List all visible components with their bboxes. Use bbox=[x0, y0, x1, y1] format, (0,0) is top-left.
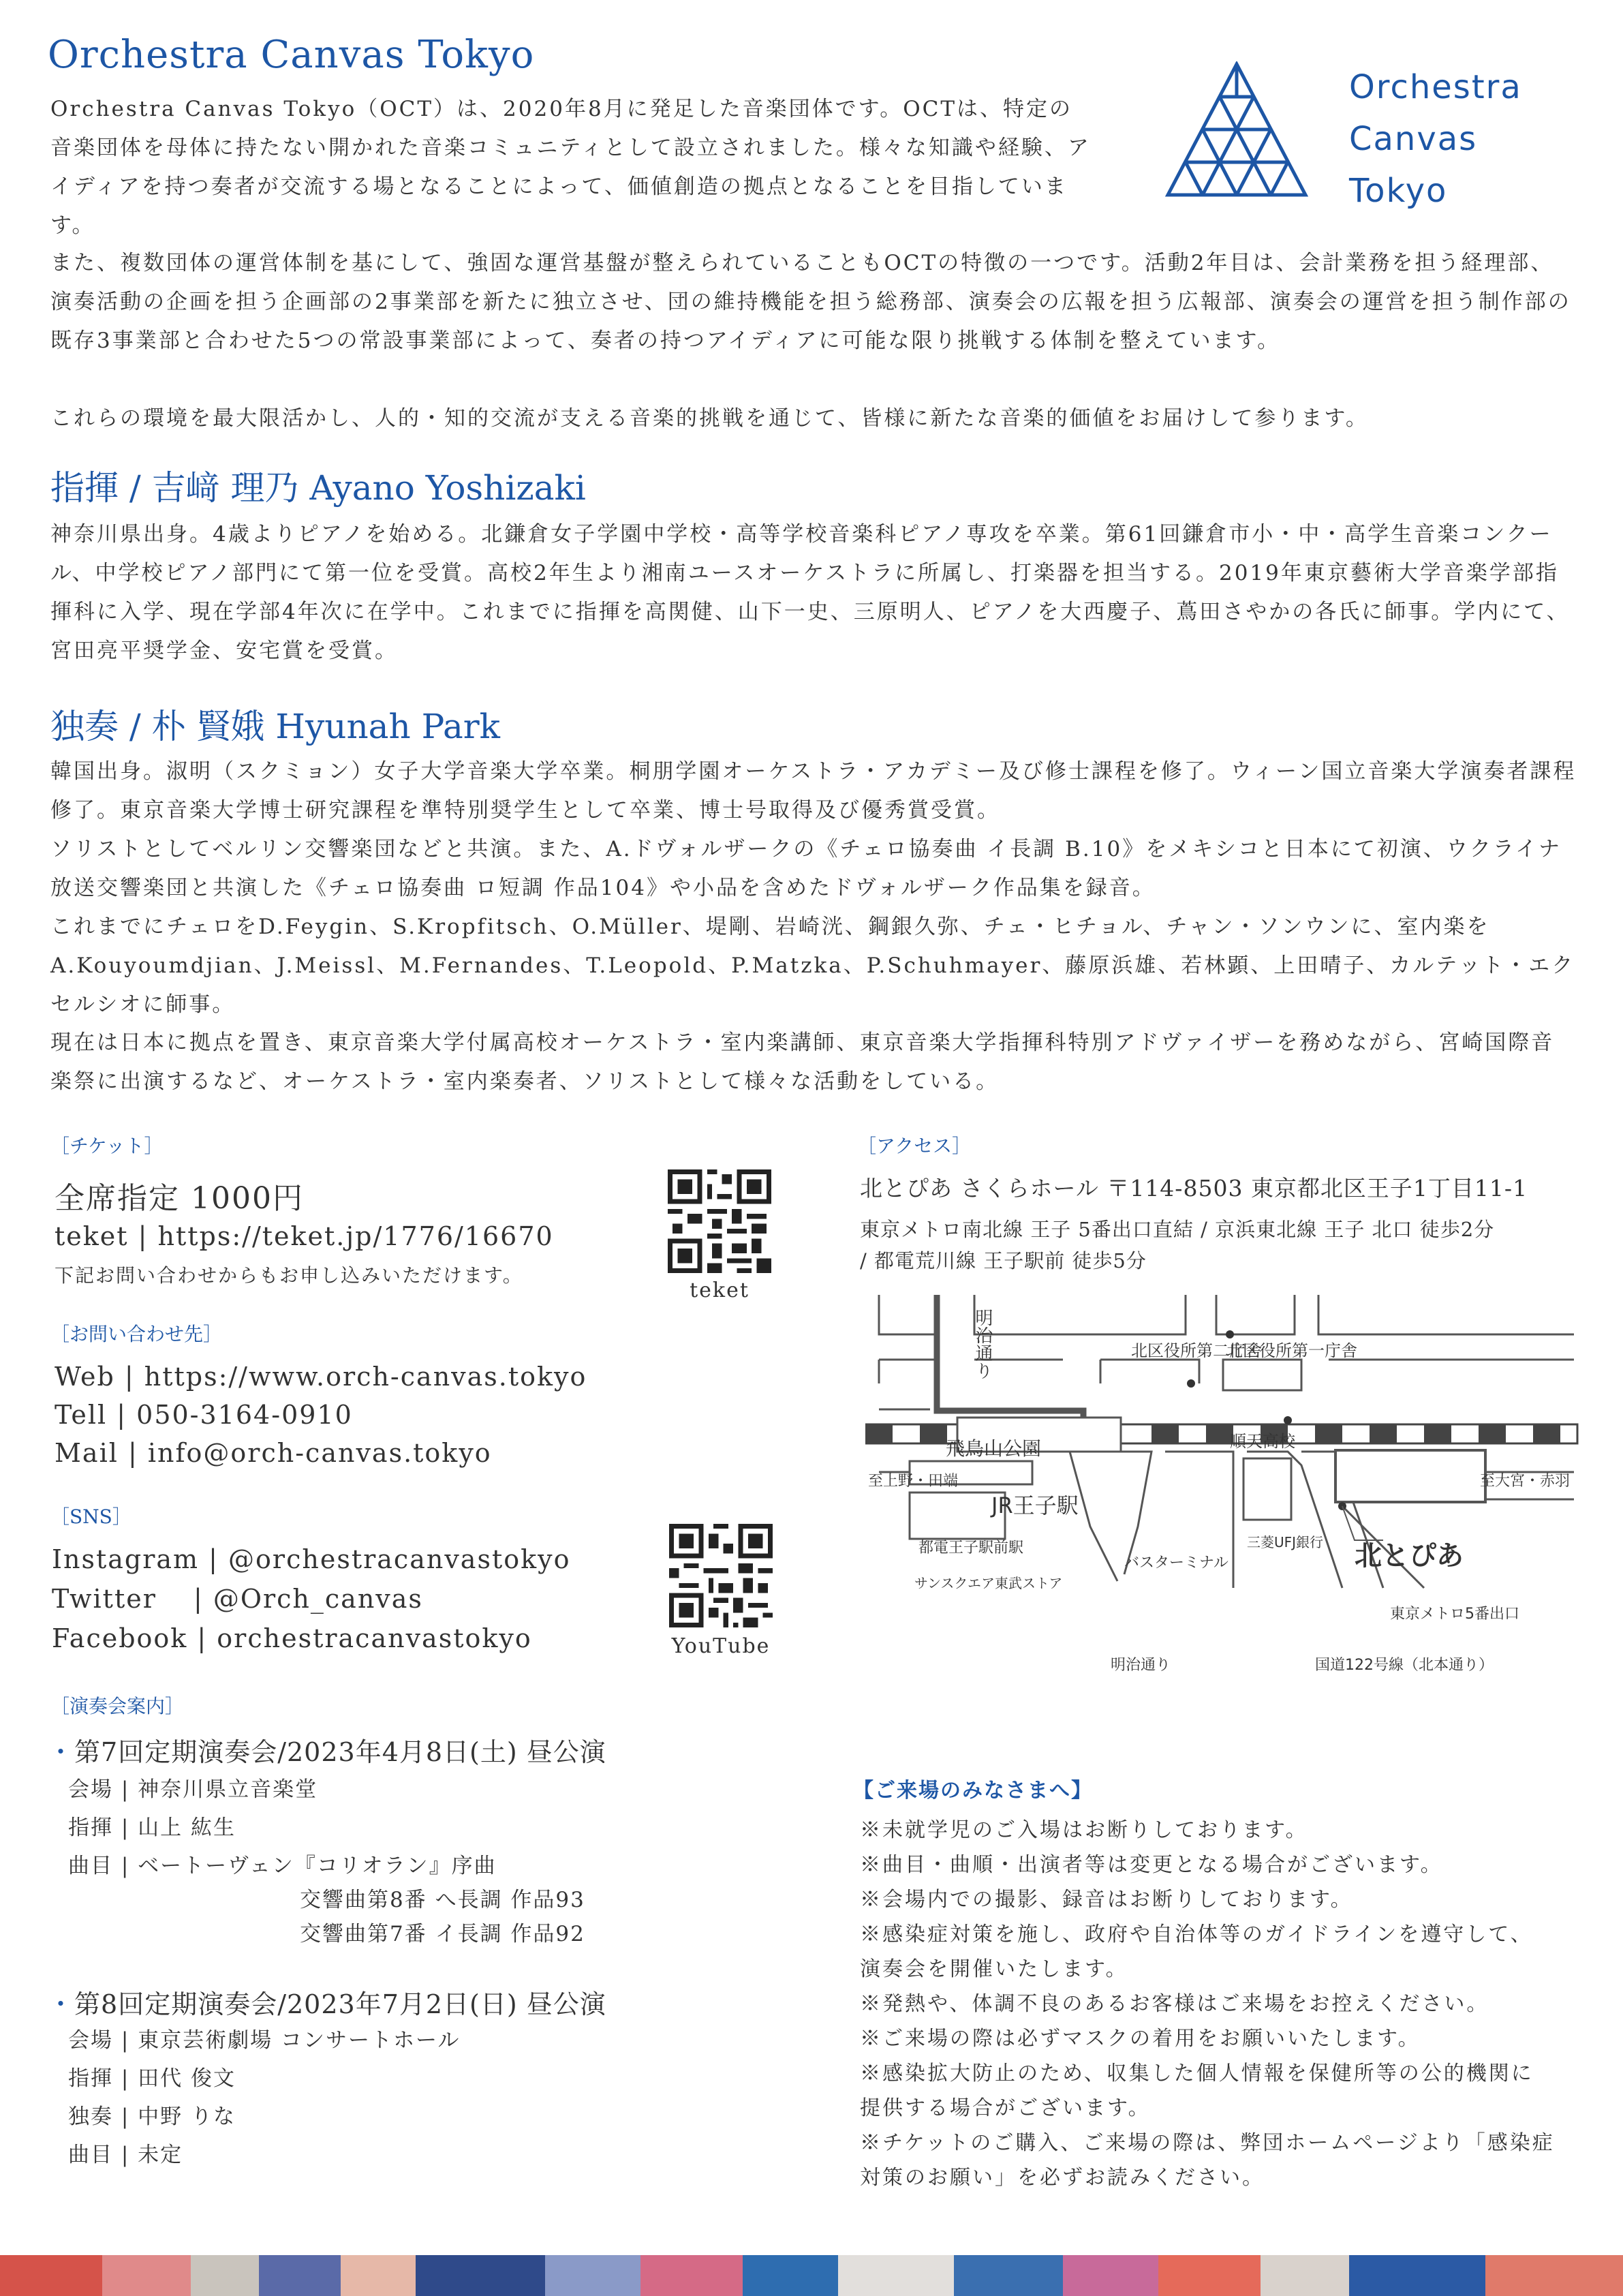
concerts-label: ［演奏会案内］ bbox=[50, 1695, 185, 1717]
intro-paragraph-3: これらの環境を最大限活かし、人的・知的交流が支える音楽的挑戦を通じて、皆様に新たな音楽的価値をお届けして参ります。 bbox=[50, 406, 1369, 431]
ticket-label: ［チケット］ bbox=[50, 1135, 164, 1157]
sns-label: ［SNS］ bbox=[50, 1505, 132, 1528]
notice-item: ※発熱や、体調不良のあるお客様はご来場をお控えください。 bbox=[860, 1992, 1489, 2016]
soloist-heading: 独奏 / 朴 賢娥 Hyunah Park bbox=[50, 707, 500, 746]
soloist-paragraph-2: ソリストとしてベルリン交響楽団などと共演。また、A.ドヴォルザークの《チェロ協奏曲 イ長調 B.10》をメキシコと日本にて初演、ウクライナ放送交響楽団と共演した《チェロ協奏曲 ロ短調 作品104》や小品を含めたドヴォルザーク作品集を録音。 bbox=[50, 837, 1562, 900]
notice-item: ※感染症対策を施し、政府や自治体等のガイドラインを遵守して、演奏会を開催いたします。 bbox=[860, 1923, 1533, 1981]
concert-8-program: 曲目 | 未定 bbox=[68, 2143, 183, 2167]
notice-item: ※会場内での撮影、録音はお断りしております。 bbox=[860, 1888, 1353, 1912]
soloist-paragraph-4: 現在は日本に拠点を置き、東京音楽大学付属高校オーケストラ・室内楽講師、東京音楽大学指揮科特別アドヴァイザーを務めながら、宮崎国際音楽祭に出演するなど、オーケストラ・室内楽奏者、ソリストとして様々な活動をしている。 bbox=[50, 1030, 1555, 1094]
access-venue: 北とぴあ さくらホール 〒114-8503 東京都北区王子1丁目11-1 bbox=[860, 1175, 1528, 1201]
youtube-qr-caption: YouTube bbox=[671, 1634, 771, 1658]
concert-7-conductor: 指揮 | 山上 紘生 bbox=[68, 1816, 236, 1840]
conductor-heading: 指揮 / 吉﨑 理乃 Ayano Yoshizaki bbox=[50, 468, 586, 508]
logo-text-line2: Canvas bbox=[1349, 120, 1478, 158]
map-route-122: 国道122号線（北本通り） bbox=[1315, 1657, 1494, 1674]
map-hokutopia: 北とぴあ bbox=[1355, 1540, 1464, 1572]
qr-code-icon bbox=[668, 1169, 771, 1273]
sns-twitter[interactable]: Twitter | @Orch_canvas bbox=[52, 1584, 423, 1614]
contact-mail[interactable]: Mail | info@orch-canvas.tokyo bbox=[55, 1438, 492, 1468]
map-to-omiya: 至大宮・赤羽 bbox=[1480, 1473, 1571, 1490]
concert-8-title: ・第8回定期演奏会/2023年7月2日(日) 昼公演 bbox=[48, 1989, 606, 2019]
notice-item: ※未就学児のご入場はお断りしております。 bbox=[860, 1818, 1308, 1842]
contact-label: ［お問い合わせ先］ bbox=[50, 1323, 223, 1345]
map-jr-oji: JR王子駅 bbox=[991, 1493, 1079, 1518]
map-sunsquare: サンスクエア東武ストア bbox=[914, 1575, 1063, 1591]
page-title: Orchestra Canvas Tokyo bbox=[48, 33, 535, 77]
intro-paragraph-2: また、複数団体の運営体制を基にして、強固な運営基盤が整えられていることもOCTの特徴の一つです。活動2年目は、会計業務を担う経理部、演奏活動の企画を担う企画部の2事業部を新たに独立させ、団の維持機能を担う総務部、演奏会の広報を担う広報部、演奏会の運営を担う制作部の既存3事業部と合わせた5つの常設事業部によって、奏者の持つアイディアに可能な限り挑戦する体制を整えています。 bbox=[50, 251, 1571, 353]
notice-item: ※曲目・曲順・出演者等は変更となる場合がございます。 bbox=[860, 1853, 1443, 1877]
map-meiji-dori-bottom: 明治通り bbox=[1111, 1657, 1171, 1674]
logo-text-line1: Orchestra bbox=[1349, 68, 1522, 106]
access-label: ［アクセス］ bbox=[857, 1135, 972, 1157]
concert-7-venue: 会場 | 神奈川県立音楽堂 bbox=[68, 1777, 318, 1802]
conductor-bio: 神奈川県出身。4歳よりピアノを始める。北鎌倉女子学園中学校・高等学校音楽科ピアノ専攻を卒業。第61回鎌倉市小・中・高学生音楽コンクール、中学校ピアノ部門にて第一位を受賞。高校2年生より湘南ユースオーケストラに所属し、打楽器を担当する。2019年東京藝術大学音楽学部指揮科に入学、現在学部4年次に在学中。これまでに指揮を高関健、山下一史、三原明人、ピアノを大西慶子、蔦田さやかの各氏に師事。学内にて、宮田亮平奨学金、安宅賞を受賞。 bbox=[50, 522, 1570, 663]
concert-7-program-2: 交響曲第8番 へ長調 作品93 bbox=[300, 1888, 585, 1912]
map-metro-exit: 東京メトロ5番出口 bbox=[1390, 1606, 1519, 1623]
intro-paragraph-1: Orchestra Canvas Tokyo（OCT）は、2020年8月に発足した音楽団体です。OCTは、特定の音楽団体を母体に持たない開かれた音楽コミュニティとして設立されました。様々な知識や経験、アイディアを持つ奏者が交流する場となることによって、価値創造の拠点となることを目指しています。 bbox=[50, 97, 1091, 238]
access-line-2: / 都電荒川線 王子駅前 徒歩5分 bbox=[860, 1249, 1147, 1272]
map-juntenkoko: 順天高校 bbox=[1230, 1432, 1295, 1451]
contact-tel[interactable]: Tell | 050-3164-0910 bbox=[55, 1400, 353, 1430]
map-bus-terminal: バスターミナル bbox=[1124, 1555, 1228, 1572]
map-mufg: 三菱UFJ銀行 bbox=[1247, 1534, 1324, 1550]
notice-item: ※チケットのご購入、ご来場の際は、弊団ホームページより「感染症対策のお願い」を必ずお読みください。 bbox=[860, 2131, 1555, 2190]
youtube-qr-code[interactable] bbox=[669, 1524, 773, 1627]
ticket-url[interactable]: teket | https://teket.jp/1776/16670 bbox=[55, 1221, 554, 1251]
concert-7-title: ・第7回定期演奏会/2023年4月8日(土) 昼公演 bbox=[48, 1737, 606, 1767]
orchestra-logo bbox=[1165, 61, 1547, 210]
soloist-paragraph-1: 韓国出身。淑明（スクミョン）女子大学音楽大学卒業。桐朋学園オーケストラ・アカデミー及び修士課程を修了。ウィーン国立音楽大学演奏者課程修了。東京音楽大学博士研究課程を準特別奨学生として卒業、博士号取得及び優秀賞受賞。 bbox=[50, 759, 1577, 823]
map-asukayama: 飛鳥山公園 bbox=[946, 1437, 1042, 1460]
map-toden-station: 都電王子駅前駅 bbox=[918, 1540, 1024, 1557]
map-kita-office-1: 北区役所第一庁舎 bbox=[1226, 1341, 1357, 1360]
notices-list bbox=[860, 1813, 1555, 2195]
ticket-note: 下記お問い合わせからもお申し込みいただけます。 bbox=[55, 1264, 523, 1287]
concert-7-program-3: 交響曲第7番 イ長調 作品92 bbox=[300, 1922, 585, 1946]
concert-8-soloist: 独奏 | 中野 りな bbox=[68, 2104, 236, 2129]
map-kita-office-2: 北区役所第二庁舎 bbox=[1131, 1341, 1262, 1360]
access-map bbox=[865, 1288, 1581, 1751]
map-to-ueno: 至上野・田端 bbox=[868, 1473, 959, 1490]
concert-8-conductor: 指揮 | 田代 俊文 bbox=[68, 2066, 236, 2091]
concert-7-title-text: 第7回定期演奏会/2023年4月8日(土) 昼公演 bbox=[74, 1737, 606, 1767]
qr-code-icon bbox=[669, 1524, 773, 1627]
concert-7-program-1: 曲目 | ベートーヴェン『コリオラン』序曲 bbox=[68, 1854, 497, 1878]
logo-text-line3: Tokyo bbox=[1349, 172, 1448, 210]
map-meiji-dori-top: 明治通り bbox=[972, 1308, 993, 1379]
access-line-1: 東京メトロ南北線 王子 5番出口直結 / 京浜東北線 王子 北口 徒歩2分 bbox=[860, 1218, 1495, 1241]
notice-item: ※ご来場の際は必ずマスクの着用をお願いいたします。 bbox=[860, 2027, 1421, 2051]
contact-web[interactable]: Web | https://www.orch-canvas.tokyo bbox=[55, 1362, 587, 1392]
triangle-logo-icon bbox=[1165, 61, 1308, 198]
decorative-color-band bbox=[0, 2255, 1623, 2296]
sns-instagram[interactable]: Instagram | @orchestracanvastokyo bbox=[52, 1544, 571, 1574]
soloist-paragraph-3: これまでにチェロをD.Feygin、S.Kropfitsch、O.Müller、堤剛、岩崎洸、鋼銀久弥、チェ・ヒチョル、チャン・ソンウンに、室内楽をA.Kouyoumdjian、J.Meissl、M.Fernandes、T.Leopold、P.Matzka、P.Schuhmayer、藤原浜雄、若林顕、上田晴子、カルテット・エクセルシオに師事。 bbox=[50, 915, 1575, 1017]
ticket-price: 全席指定 1000円 bbox=[55, 1181, 304, 1216]
teket-qr-code[interactable] bbox=[668, 1169, 771, 1273]
concert-8-venue: 会場 | 東京芸術劇場 コンサートホール bbox=[68, 2028, 461, 2053]
concert-8-title-text: 第8回定期演奏会/2023年7月2日(日) 昼公演 bbox=[74, 1989, 606, 2019]
notices-heading: 【ご来場のみなさまへ】 bbox=[853, 1779, 1093, 1803]
notice-item: ※感染拡大防止のため、収集した個人情報を保健所等の公的機関に提供する場合がございます。 bbox=[860, 2062, 1534, 2120]
sns-facebook[interactable]: Facebook | orchestracanvastokyo bbox=[52, 1623, 532, 1653]
teket-qr-caption: teket bbox=[690, 1279, 749, 1302]
